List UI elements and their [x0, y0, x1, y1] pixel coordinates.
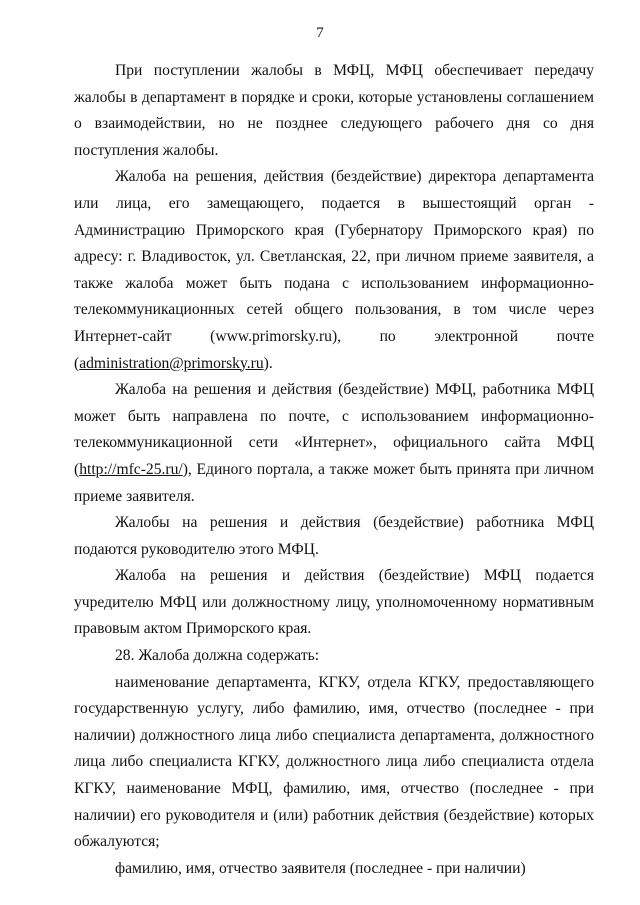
paragraph-text: Жалоба на решения и действия (бездействие) МФЦ подается учредителю МФЦ или должностному лицу, уполномоченному нормативным правовым актом Приморского края. — [74, 567, 594, 638]
mfc-site-link[interactable]: http://mfc-25.ru/ — [79, 460, 183, 478]
paragraph-text: Жалоба на решения, действия (бездействие) директора департамента или лица, его замещающего, подается в вышестоящий орган - Администрацию Приморского края (Губернатору Приморского края) по адресу: г. Владивосток, ул. Светланская, 22, при личном приеме заявителя, а также жалоба может быть подана с использованием информационно-телекоммуникационных сетей общего пользования, в том числе через Интернет-сайт (www.primorsky.ru), по электронной почте ( — [74, 168, 594, 372]
paragraph-clause-28 — [74, 643, 594, 670]
paragraph-text: 28. Жалоба должна содержать: — [115, 647, 320, 665]
paragraph-text: Жалоба на решения и действия (бездействие) МФЦ, работника МФЦ может быть направлена по почте, с использованием информационно-телекоммуникационной сети «Интернет», официального сайта МФЦ ( — [74, 381, 594, 478]
paragraph-text: При поступлении жалобы в МФЦ, МФЦ обеспечивает передачу жалобы в департамент в порядке и сроки, которые установлены соглашением о взаимодействии, но не позднее следующего рабочего дня со дня поступления жалобы. — [74, 62, 594, 159]
paragraph-mfc-transfer — [74, 58, 594, 164]
paragraph-text: фамилию, имя, отчество заявителя (последнее - при наличии) — [115, 859, 526, 877]
document-body — [74, 58, 594, 882]
paragraph-complaint-mfc-founder — [74, 563, 594, 643]
paragraph-text: наименование департамента, КГКУ, отдела КГКУ, предоставляющего государственную услугу, либо фамилию, имя, отчество (последнее - при наличии) должностного лица либо специалиста департамента, должностного лица либо специалиста КГКУ, должностного лица либо специалиста отдела КГКУ, наименование МФЦ, фамилию, имя, отчество (последнее - при наличии) его руководителя и (или) работник действия (бездействие) которых обжалуются; — [74, 673, 594, 851]
paragraph-complaint-mfc-worker — [74, 510, 594, 563]
paragraph-complaint-content-applicant — [74, 856, 594, 883]
paragraph-complaint-director — [74, 164, 594, 377]
email-link[interactable]: administration@primorsky.ru — [79, 354, 264, 372]
paragraph-complaint-mfc-channels — [74, 377, 594, 510]
paragraph-text: ). — [263, 354, 273, 372]
paragraph-text: ), Единого портала, а также может быть принята при личном приеме заявителя. — [74, 460, 594, 505]
page-number: 7 — [316, 25, 324, 41]
paragraph-text: Жалобы на решения и действия (бездействие) работника МФЦ подаются руководителю этого МФЦ. — [74, 514, 594, 558]
paragraph-complaint-content-name — [74, 670, 594, 856]
